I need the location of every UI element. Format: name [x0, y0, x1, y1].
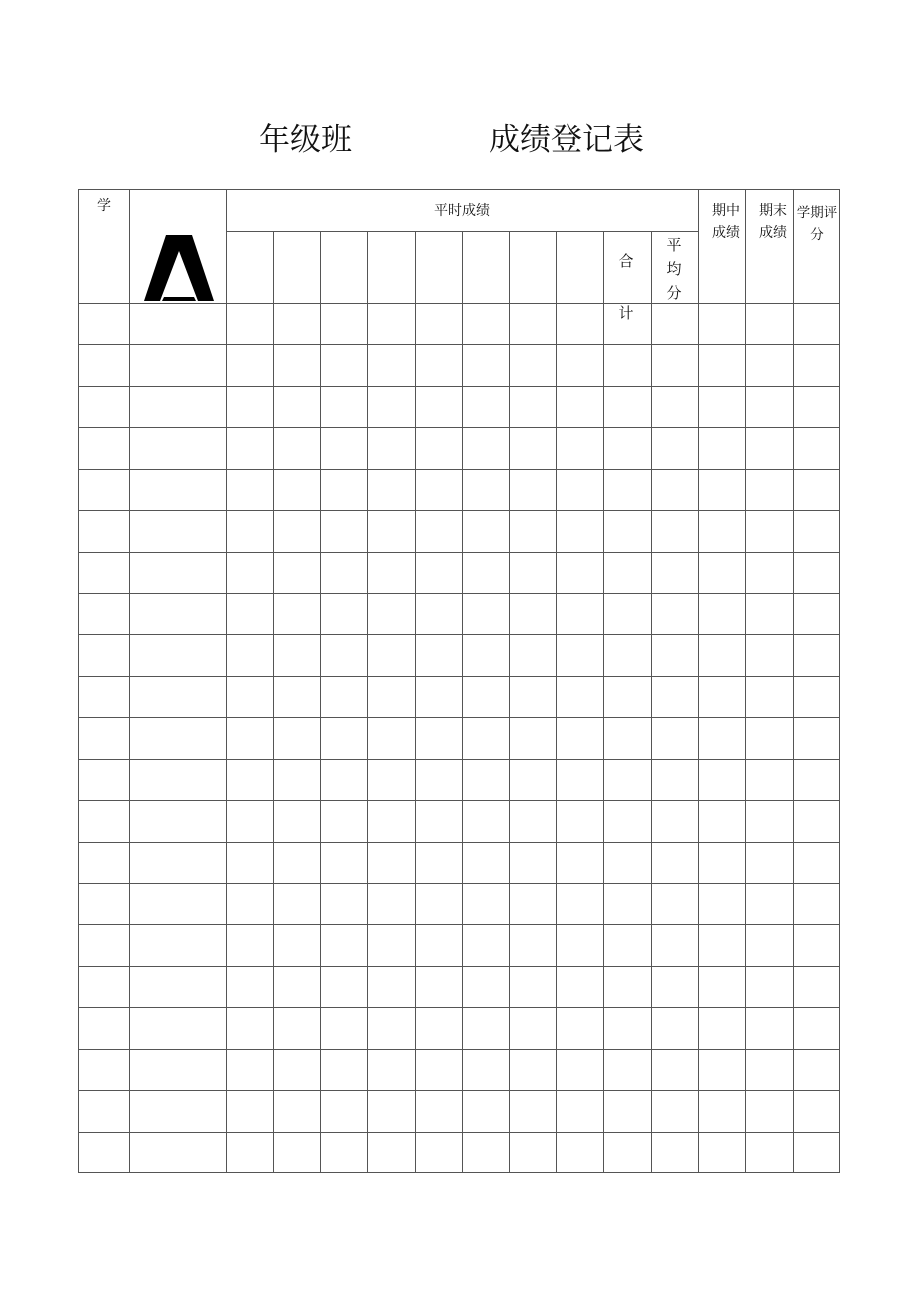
table-row-line [78, 510, 840, 511]
header-semester-score: 学期评 分 [796, 205, 838, 243]
header-student-id: 学 [97, 198, 111, 214]
table-row-line [78, 800, 840, 801]
header-total: 合 计 [618, 252, 634, 322]
table-column-line [698, 189, 699, 1173]
table-column-line [651, 231, 652, 1173]
table-column-line [320, 231, 321, 1173]
title-grade-class: 年级班 [259, 122, 352, 158]
table-row-line [78, 717, 840, 718]
table-row-line [78, 883, 840, 884]
table-row-line [78, 1132, 840, 1133]
table-row-line [78, 1007, 840, 1008]
table-row-line [78, 842, 840, 843]
table-column-line [462, 231, 463, 1173]
table-column-line [367, 231, 368, 1173]
table-column-line [556, 231, 557, 1173]
table-row-line [78, 386, 840, 387]
table-row-line [78, 344, 840, 345]
table-row-line [78, 469, 840, 470]
table-border [78, 189, 840, 1173]
table-column-line [745, 189, 746, 1173]
header-midterm-score: 期中 成绩 [712, 203, 740, 241]
table-row-line [78, 593, 840, 594]
table-column-line [226, 189, 227, 1173]
table-column-line [273, 231, 274, 1173]
table-row-line [78, 303, 840, 304]
table-column-line [603, 231, 604, 1173]
title-score-register: 成绩登记表 [489, 122, 644, 158]
name-column-mark [144, 235, 214, 303]
header-final-score: 期末 成绩 [759, 203, 787, 241]
table-column-line [415, 231, 416, 1173]
table-row-line [78, 427, 840, 428]
table-column-line [509, 231, 510, 1173]
table-row-line [78, 966, 840, 967]
table-row-line [78, 676, 840, 677]
table-row-line [78, 1049, 840, 1050]
header-regular-scores: 平时成绩 [434, 203, 490, 219]
table-row-line [78, 634, 840, 635]
table-row-line [78, 759, 840, 760]
table-column-line [793, 189, 794, 1173]
score-register-table [78, 189, 840, 1173]
table-row-line [78, 552, 840, 553]
table-row-line [226, 231, 698, 232]
table-row-line [78, 1090, 840, 1091]
table-column-line [129, 189, 130, 1173]
header-average: 平 均 分 [666, 236, 682, 302]
table-row-line [78, 924, 840, 925]
